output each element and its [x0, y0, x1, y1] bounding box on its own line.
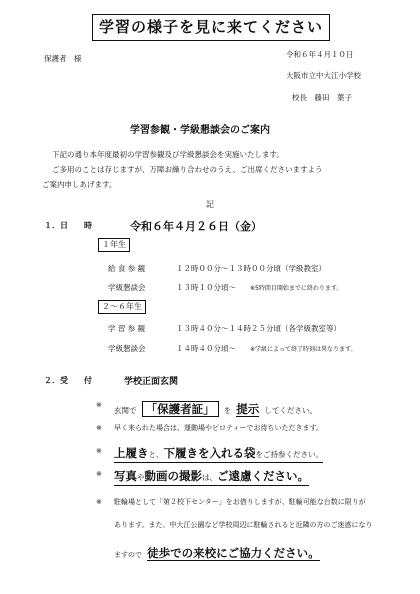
intro-line-1: 下記の通り本年度最初の学習参観及び学級懇談会を実施いたします。 — [52, 150, 284, 159]
note-1-post: してください。 — [264, 406, 317, 415]
intro-line-3: ご案内申しあげます。 — [42, 180, 117, 189]
g2-row2-name: 学級懇談会 — [108, 344, 146, 353]
intro-line-2: ご多用のことは存じますが、万障お繰り合わせのうえ、ご出席くださいますよう — [52, 165, 323, 174]
g1-row1-name: 給 食 参 観 — [108, 264, 146, 273]
g2-row2-time: １４時４０分頃～ — [176, 344, 236, 353]
note-5-line-3-pre: ますので — [114, 551, 142, 559]
g1-row1-time: １２時００分～１３時００分頃（学級教室） — [176, 264, 326, 273]
note-mark-4: ※ — [96, 470, 102, 478]
note-mark-5: ※ — [96, 498, 102, 506]
g2-row1-name: 学 習 参 観 — [108, 324, 146, 333]
note-1-emph2: 提示 — [236, 402, 260, 416]
principal-name: 校長 藤田 葉子 — [292, 93, 352, 102]
recipient: 保護者 様 — [44, 54, 82, 63]
note-3-d: をご持参ください。 — [255, 450, 323, 459]
note-4-c: 動画の撮影 — [144, 469, 202, 483]
note-4-b: や — [137, 473, 145, 482]
note-4-a: 写真 — [114, 469, 137, 483]
issue-date: 令和６年４月１０日 — [286, 50, 354, 59]
note-2: 早く来られた場合は、運動場やピロティーでお待ちいただきます。 — [114, 424, 323, 432]
note-3-a: 上履き — [114, 446, 149, 460]
g1-row2-name: 学級懇談会 — [108, 283, 146, 292]
note-5-line-2: あります。また、中大江公園など学校周辺に駐輪されると近隣の方のご迷惑になり — [114, 521, 373, 529]
note-1-emph: 「保護者証」 — [142, 401, 219, 417]
reception-place: 学校正面玄関 — [124, 377, 179, 387]
item2-label: ２．受 付 — [44, 376, 92, 385]
g2-row1-time: １３時４０分～１４時２５分頃（各学級教室等） — [176, 324, 341, 333]
subject-heading: 学習参観・学級懇談会のご案内 — [130, 125, 270, 136]
note-mark-1: ※ — [96, 401, 102, 409]
g2-row2-note: ※学級によって終了時刻は異なります。 — [250, 346, 357, 353]
note-mark-2: ※ — [96, 424, 102, 432]
note-4 — [114, 465, 309, 486]
g1-row2-note: ※5時間目開始までに終わります。 — [250, 285, 343, 292]
note-1-mid: を — [223, 406, 232, 415]
note-5-line-3-emph: 徒歩での来校にご協力ください。 — [147, 546, 320, 560]
note-3-c: 下履きを入れる袋 — [163, 446, 256, 460]
note-5-line-1: 駐輪場として「第２校下センター」をお借りしますが、駐輪可能な台数に限りが — [114, 498, 366, 506]
note-4-e: ご遠慮ください。 — [217, 469, 309, 483]
note-3 — [114, 442, 323, 463]
note-mark-3: ※ — [96, 447, 102, 455]
note-4-d: は、 — [202, 473, 217, 482]
school-name: 大阪市立中大江小学校 — [286, 71, 361, 80]
document-title: 学習の様子を見に来てください — [92, 14, 330, 41]
ki-label: 記 — [206, 200, 214, 209]
grade-1-box: １年生 — [98, 238, 130, 252]
event-date: 令和６年４月２６日（金） — [130, 220, 262, 233]
note-1 — [114, 398, 317, 414]
note-1-pre: 玄関で — [114, 406, 137, 415]
g1-row2-time: １３時１０分頃～ — [176, 283, 236, 292]
note-3-b: と、 — [148, 450, 164, 459]
note-5-line-3 — [114, 542, 320, 561]
grade-2-6-box: ２～６年生 — [98, 300, 146, 314]
item1-label: １．日 時 — [44, 221, 92, 230]
